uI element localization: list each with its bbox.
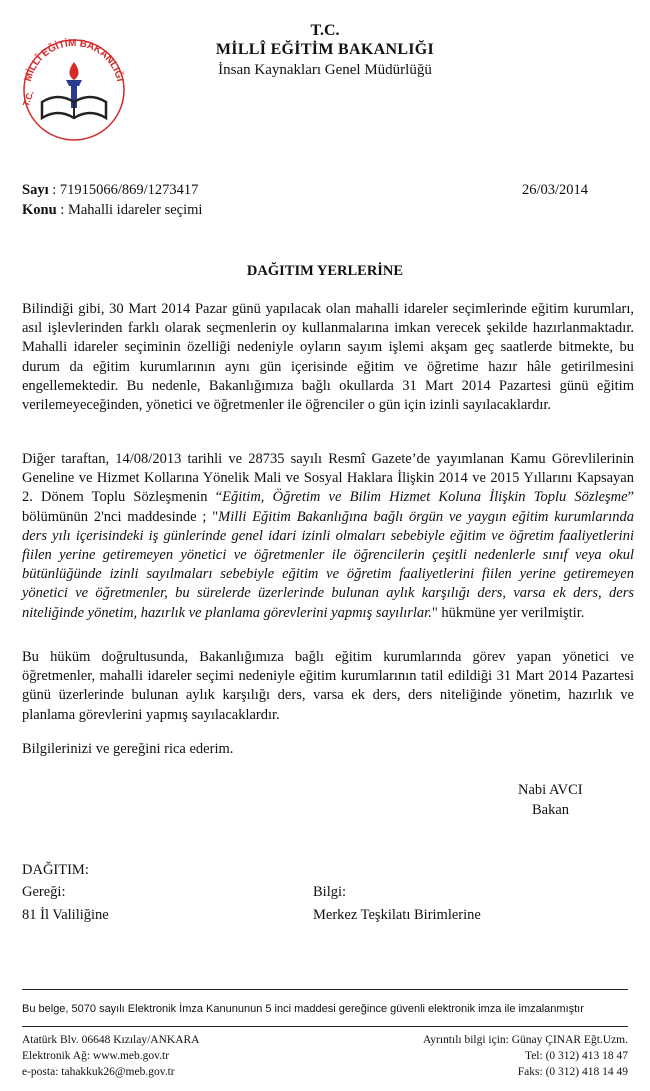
konu-label: Konu: [22, 202, 57, 218]
p2-intro: Diğer taraftan, 14/08/2013 tarihli ve 28735 sayılı Resmî Gazete’de yayımlanan Kamu Görevlilerinin Geneline ve Hizmet Kollarına Yönelik Mali ve Sosyal Haklara İlişkin 2014 ve 2015 Yıllarını Kapsayan 2. Dönem Toplu Sözleşmenin “: [22, 451, 634, 506]
closing-sentence: Bilgilerinizi ve gereğini rica ederim.: [22, 741, 234, 757]
p2-contract-title: Eğitim, Öğretim ve Bilim Hizmet Koluna İlişkin Toplu Sözleşme: [222, 489, 628, 506]
footer-website: Elektronik Ağ: www.meb.gov.tr: [22, 1050, 170, 1062]
p2-quote: Milli Eğitim Bakanlığına bağlı örgün ve yaygın eğitim kurumlarında ders yılı içerisindeki iş günlerinde genel idari izinli olmaları sebebiyle eğitim ve öğretim faaliyetlerini fiilen yerine getiremeyen yönetici ve öğretmenler ile öğrencilerin çeşitli nedenlerle sınıf veya okul bütünlüğünde izinli sayılmaları sebebiyle eğitim ve öğretim faaliyetlerini fiilen yerine getiremeyen yönetici ve öğretmenler, bu sürelerde üzerlerinde bulunan aylık karşılığı ders, varsa ek ders, ders niteliğinde yönetim, hazırlık ve planlama görevlerini yapmış sayılırlar.: [22, 508, 634, 621]
p2-end: " hükmüne yer verilmiştir.: [431, 604, 585, 621]
footer-address: Atatürk Blv. 06648 Kızılay/ANKARA: [22, 1034, 200, 1046]
sayi-label: Sayı: [22, 182, 49, 198]
footer-contact-person: Ayrıntılı bilgi için: Günay ÇINAR Eğt.Uzm.: [423, 1034, 628, 1046]
sayi-line: [22, 182, 198, 199]
signatory-name: Nabi AVCI: [518, 782, 583, 798]
header-directorate: İnsan Kaynakları Genel Müdürlüğü: [218, 62, 432, 78]
header-ministry: MİLLÎ EĞİTİM BAKANLIĞI: [215, 41, 435, 58]
distribution-bilgi-label: Bilgi:: [313, 884, 347, 900]
logo-arc-text: MİLLÎ EĞİTİM BAKANLIĞI: [22, 37, 126, 83]
sayi-value: : 71915066/869/1273417: [52, 182, 199, 198]
paragraph-1: Bilindiği gibi, 30 Mart 2014 Pazar günü yapılacak olan mahalli idareler seçimlerinde eğitim kurumları, asıl işlevlerinden farklı olarak seçmenlerin oy kullanmalarına imkan verecek şekilde hazırlanmaktadır. Mahalli idareler seçiminin özelliği nedeniyle oyların sayım işlemi akşam geç saatlerde bitmekte, bu durum da eğitim kurumlarının aynı gün içerisinde eğitim ve öğretime hazır hâle getirilmesini engellemektedir. Bu nedenle, Bakanlığımıza bağlı okullarda 31 Mart 2014 Pazartesi günü eğitim verilemeyeceğinden, yönetici ve öğretmenler ile öğrenciler o gün için izinli sayılacaklardır.: [22, 301, 634, 414]
logo-side-text: T.C.: [20, 89, 36, 108]
signatory-title: Bakan: [532, 802, 570, 818]
distribution-gereg-value: 81 İl Valiliğine: [22, 907, 109, 923]
footer-divider-top: [22, 989, 628, 990]
footer-phone: Tel: (0 312) 413 18 47: [524, 1050, 628, 1062]
e-signature-note: Bu belge, 5070 sayılı Elektronik İmza Kanununun 5 inci maddesi gereğince güvenli elektronik imza ile imzalanmıştır: [22, 1003, 584, 1015]
distribution-heading: DAĞITIM:: [22, 862, 89, 878]
footer-contact-left: [22, 1032, 200, 1080]
footer-contact-right: [423, 1032, 628, 1080]
distribution-gereg-label: Gereği:: [22, 884, 66, 900]
document-date: 26/03/2014: [521, 182, 588, 198]
paragraph-3: Bu hüküm doğrultusunda, Bakanlığımıza bağlı eğitim kurumlarında görev yapan yönetici ve öğretmenler, mahalli idareler seçimi nedeniyle eğitim kurumlarının tatil edildiği 31 Mart 2014 Pazartesi günü üzerlerinde bulunan aylık karşılığı ders, varsa ek ders, ders niteliğinde yönetim, hazırlık ve planlama görevlerini yapmış sayılacaklardır.: [22, 649, 634, 723]
konu-value: : Mahalli idareler seçimi: [60, 202, 203, 218]
p2-article-ref: ” bölümünün 2'nci maddesinde ; ": [22, 489, 634, 525]
addressee-title: DAĞITIM YERLERİNE: [246, 263, 404, 279]
header-tc: T.C.: [310, 22, 340, 39]
footer-fax: Faks: (0 312) 418 14 49: [517, 1066, 628, 1078]
footer-divider-bottom: [22, 1026, 628, 1027]
distribution-bilgi-value: Merkez Teşkilatı Birimlerine: [313, 907, 481, 923]
paragraph-2: [22, 450, 634, 623]
footer-email: e-posta: tahakkuk26@meb.gov.tr: [22, 1066, 175, 1078]
konu-line: [22, 202, 202, 219]
